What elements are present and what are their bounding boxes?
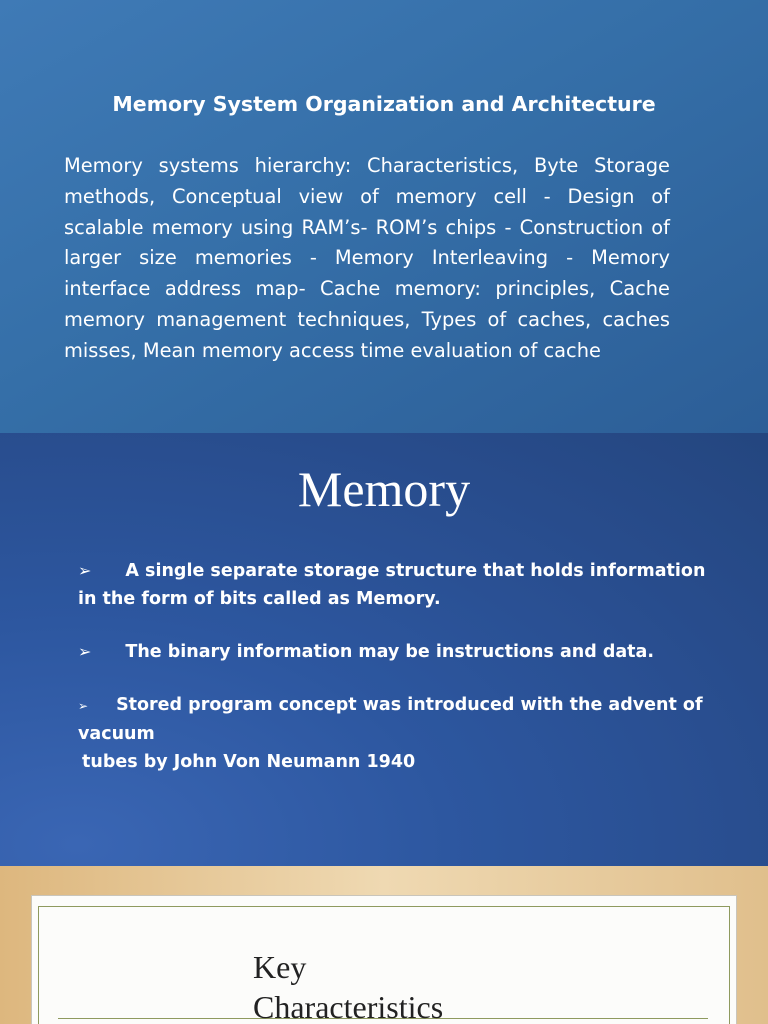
bullet-item [78, 557, 728, 613]
bullet-text: A single separate storage structure that holds information in the form of bits called as Memory. [78, 561, 706, 609]
bullet-item [78, 691, 748, 776]
slide-body-text: Memory systems hierarchy: Characteristics, Byte Storage methods, Conceptual view of memory cell - Design of scalable memory using RAM’s- ROM’s chips - Construction of larger size memories - Memory Interleaving - Memory interface address map- Cache memory: principles, Cache memory management techniques, Types of caches, caches misses, Mean memory access time evaluation of cache [64, 154, 670, 362]
slide-key-characteristics [0, 866, 768, 1024]
bullet-text-continuation: tubes by John Von Neumann 1940 [82, 752, 416, 772]
bullet-item [78, 638, 728, 666]
bullet-text: Stored program concept was introduced with the advent of vacuum [78, 695, 703, 744]
arrow-bullet-icon: ➢ [78, 561, 92, 580]
slide-heading [253, 947, 553, 1024]
slide-memory [0, 433, 768, 866]
bullet-text: The binary information may be instructions and data. [125, 642, 654, 662]
slide-memory-system-organization [0, 0, 768, 433]
heading-line-1: Key [253, 949, 307, 985]
arrow-bullet-icon: ➢ [78, 699, 89, 713]
heading-line-2: Characteristics [253, 989, 444, 1024]
arrow-bullet-icon: ➢ [78, 642, 92, 661]
slide-title: Memory System Organization and Architecture [112, 92, 656, 116]
slide-heading: Memory [297, 461, 471, 517]
